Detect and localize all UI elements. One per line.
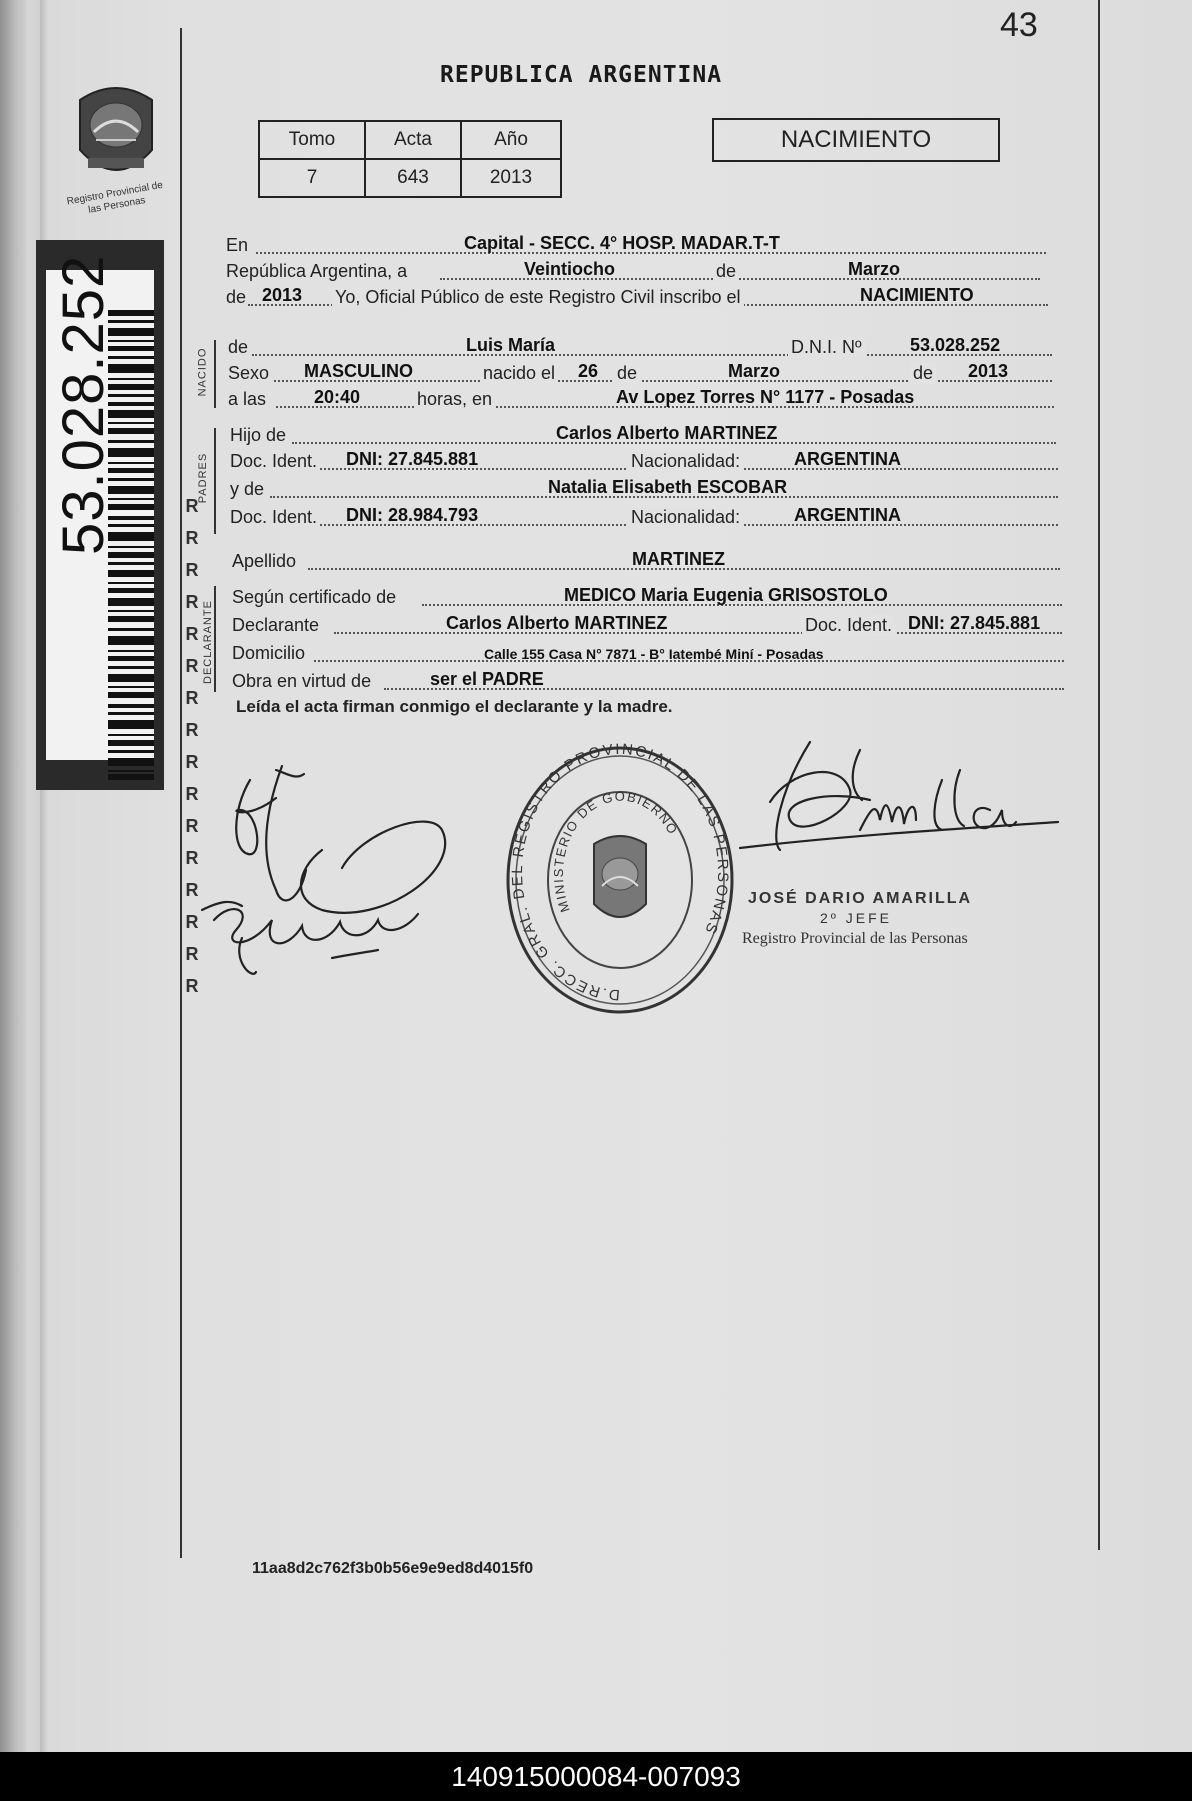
born-de2-label: de	[910, 363, 936, 384]
date-de-label: de	[716, 261, 737, 281]
born-on-label: nacido el	[480, 363, 558, 384]
capacity-label: Obra en virtud de	[232, 671, 372, 691]
mother-label: y de	[230, 479, 265, 499]
country-label: República Argentina, a	[226, 261, 408, 281]
year-value: 2013	[262, 285, 303, 305]
certificate-value: MEDICO Maria Eugenia GRISOSTOLO	[564, 585, 888, 605]
declarant-label: Declarante	[232, 615, 320, 635]
time-value: 20:40	[314, 387, 361, 407]
r-mark: R	[185, 656, 199, 676]
registry-header-tomo: Tomo	[259, 121, 365, 159]
line-declarant	[226, 612, 1192, 638]
r-mark: R	[185, 912, 199, 932]
born-name-label: de	[228, 337, 249, 357]
line-capacity	[226, 668, 1192, 694]
officer-signature-icon	[720, 730, 1060, 870]
mother-nat-value: ARGENTINA	[794, 505, 901, 525]
registry-header-acta: Acta	[365, 121, 461, 159]
hours-label: horas, en	[414, 389, 495, 410]
record-type-box: NACIMIENTO	[712, 118, 1000, 162]
section-bar-padres	[214, 428, 216, 534]
section-label-padres: PADRES	[197, 452, 210, 504]
r-mark: R	[185, 592, 199, 612]
father-label: Hijo de	[230, 425, 287, 445]
left-margin-rule	[180, 28, 182, 1558]
registry-header-anio: Año	[461, 121, 561, 159]
capacity-value: ser el PADRE	[430, 669, 544, 689]
line-surname	[226, 548, 1192, 574]
r-mark: R	[185, 944, 199, 964]
section-bar-nacido	[214, 340, 216, 408]
born-name-value: Luis María	[466, 335, 556, 355]
officer-name: JOSÉ DARIO AMARILLA	[748, 890, 973, 907]
event-value: NACIMIENTO	[860, 285, 974, 305]
registry-caption: Registro Provincial de las Personas	[66, 179, 164, 216]
line-address	[226, 640, 1192, 666]
born-month-value: Marzo	[728, 361, 781, 381]
line-born-sex	[226, 360, 1192, 386]
book-binding	[0, 0, 26, 1752]
mother-doc-label: Doc. Ident.	[230, 507, 318, 527]
bottom-document-code: 140915000084-007093	[451, 1761, 741, 1792]
section-label-nacido: NACIDO	[196, 347, 209, 397]
declarant-doc-label: Doc. Ident.	[802, 615, 895, 636]
year-de-label: de	[226, 287, 247, 307]
r-mark: R	[185, 688, 199, 708]
born-de-label: de	[614, 363, 640, 384]
father-nat-label: Nacionalidad:	[628, 451, 743, 472]
document-hash: 11aa8d2c762f3b0b56e9e9ed8d4015f0	[252, 1560, 534, 1577]
section-bar-declarante	[214, 586, 216, 692]
registry-value-tomo: 7	[259, 159, 365, 197]
r-mark: R	[185, 560, 199, 580]
month-value: Marzo	[848, 259, 901, 279]
line-father	[226, 422, 1192, 448]
born-dni-value: 53.028.252	[910, 335, 1001, 355]
registry-value-row	[259, 159, 561, 197]
surname-label: Apellido	[232, 551, 297, 571]
father-doc-value: DNI: 27.845.881	[346, 449, 479, 469]
line-born-name	[226, 334, 1192, 360]
country-heading: REPUBLICA ARGENTINA	[440, 62, 723, 88]
r-mark: R	[185, 752, 199, 772]
surname-value: MARTINEZ	[632, 549, 725, 569]
address-value: Calle 155 Casa N° 7871 - B° Iatembé Miní - Posadas	[484, 646, 824, 662]
closing-statement: Leída el acta firman conmigo el declarante y la madre.	[236, 697, 673, 716]
father-doc-label: Doc. Ident.	[230, 451, 318, 471]
r-mark: R	[185, 720, 199, 740]
born-place-value: Av Lopez Torres N° 1177 - Posadas	[616, 387, 915, 407]
day-value: Veintiocho	[524, 259, 616, 279]
line-date	[226, 258, 1192, 284]
line-mother-doc	[226, 504, 1192, 530]
dni-label: D.N.I. Nº	[788, 337, 865, 358]
declarant-value: Carlos Alberto MARTINEZ	[446, 613, 668, 633]
place-label: En	[226, 235, 249, 255]
certificate-label: Según certificado de	[232, 587, 397, 607]
line-mother	[226, 476, 1192, 502]
official-seal-icon	[500, 740, 740, 1020]
registry-header-row	[259, 121, 561, 159]
line-year	[226, 284, 1192, 310]
r-mark: R	[185, 528, 199, 548]
r-mark: R	[185, 496, 199, 516]
sex-label: Sexo	[228, 363, 270, 383]
time-label: a las	[228, 389, 267, 409]
address-label: Domicilio	[232, 643, 306, 663]
father-nat-value: ARGENTINA	[794, 449, 901, 469]
r-mark: R	[185, 880, 199, 900]
declarant-doc-value: DNI: 27.845.881	[908, 613, 1041, 633]
officer-title: 2º JEFE	[820, 910, 893, 926]
born-day-value: 26	[578, 361, 599, 381]
registry-value-acta: 643	[365, 159, 461, 197]
r-mark: R	[185, 816, 199, 836]
place-value: Capital - SECC. 4° HOSP. MADAR.T-T	[464, 233, 780, 253]
registry-statement: Yo, Oficial Público de este Registro Civil inscribo el	[332, 287, 744, 308]
seal-crest-icon	[594, 836, 646, 917]
section-label-declarante: DECLARANTE	[201, 600, 214, 684]
registry-table	[258, 120, 562, 198]
officer-office: Registro Provincial de las Personas	[742, 930, 968, 947]
page-number: 43	[1000, 6, 1038, 44]
document-number-vertical: 53.028.252	[51, 254, 116, 555]
line-born-time	[226, 386, 1192, 412]
line-certificate	[226, 584, 1192, 610]
r-mark: R	[185, 848, 199, 868]
line-father-doc	[226, 448, 1192, 474]
r-mark: R	[185, 976, 199, 996]
mother-nat-label: Nacionalidad:	[628, 507, 743, 528]
registry-value-anio: 2013	[461, 159, 561, 197]
seal-outer-text: D.RECC. GRAL. DEL REGISTRO PROVINCIAL DE LAS PERSONAS	[508, 740, 732, 1004]
born-year-value: 2013	[968, 361, 1009, 381]
r-mark: R	[185, 624, 199, 644]
mother-value: Natalia Elisabeth ESCOBAR	[548, 477, 788, 497]
mother-doc-value: DNI: 28.984.793	[346, 505, 479, 525]
sex-value: MASCULINO	[304, 361, 413, 381]
father-value: Carlos Alberto MARTINEZ	[556, 423, 778, 443]
r-mark: R	[185, 784, 199, 804]
declarant-signature-icon	[192, 750, 462, 990]
seal-inner-text: MINISTERIO DE GOBIERNO	[550, 788, 682, 915]
line-place	[226, 232, 1192, 258]
